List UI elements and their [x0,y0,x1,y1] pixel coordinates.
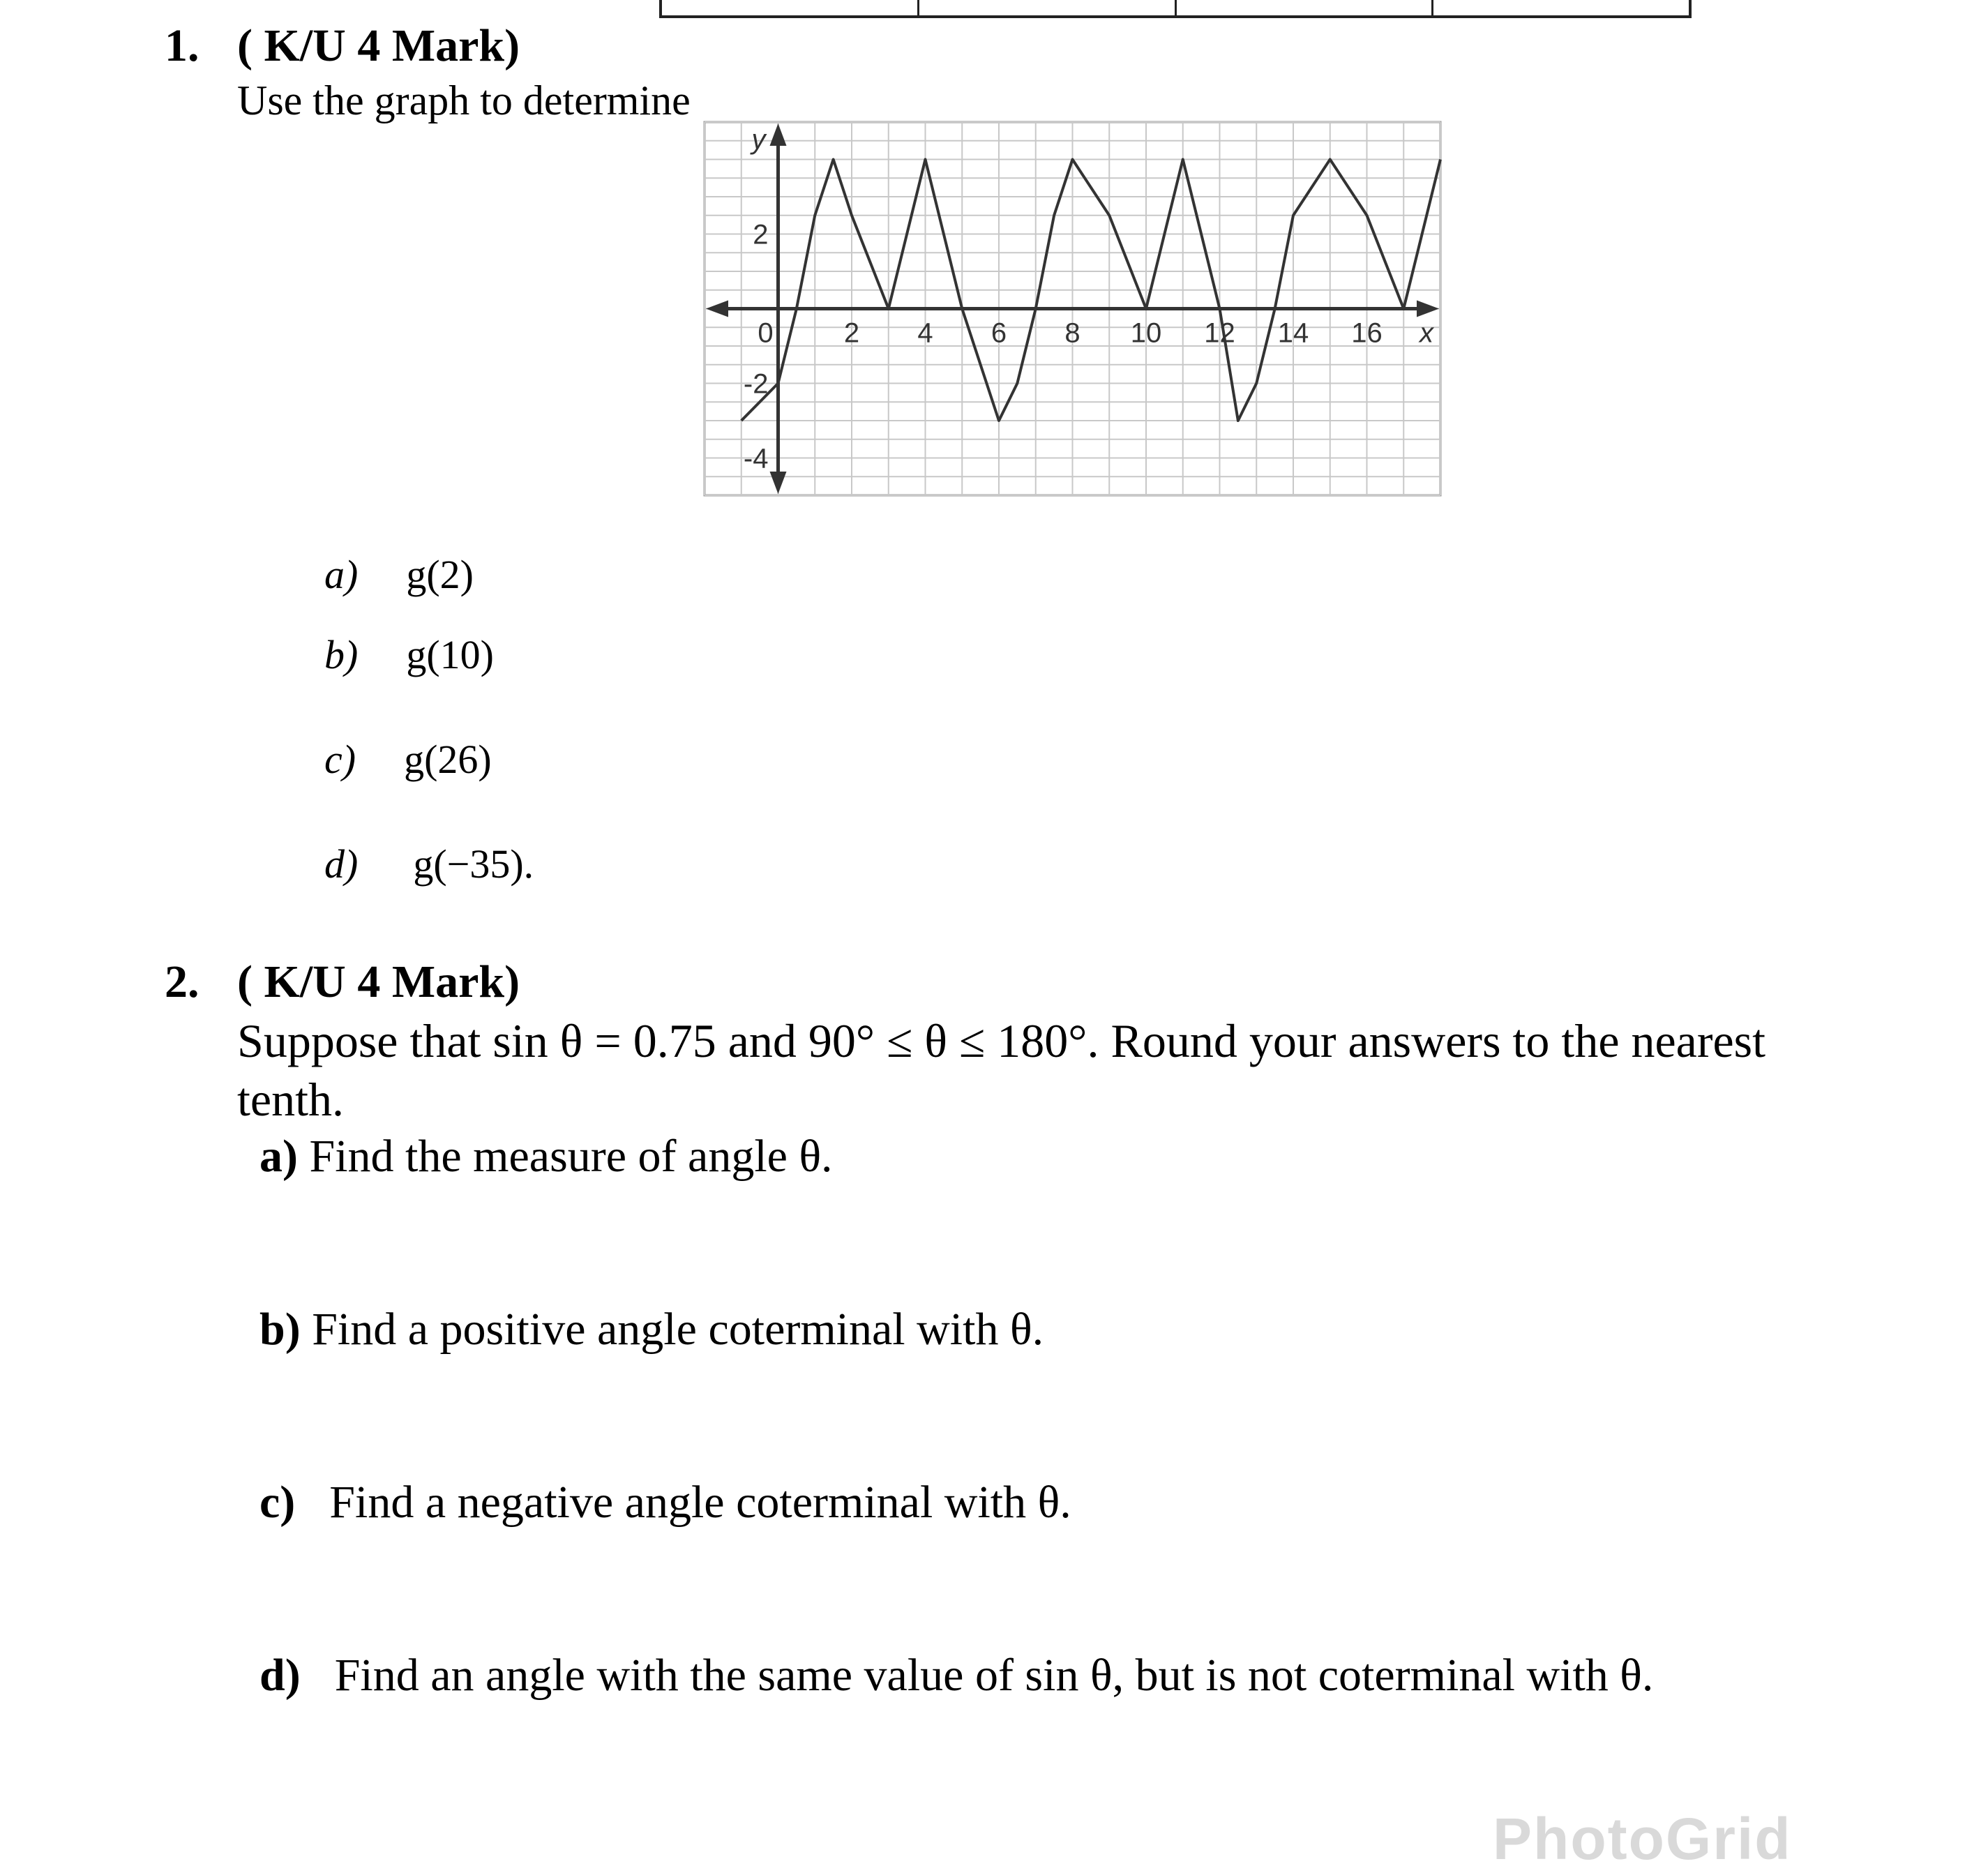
x-tick-label: 6 [991,317,1007,349]
q2-part-c [259,1476,1071,1529]
q1-part-b [324,631,494,678]
q2-part-b [259,1303,1044,1356]
question-2-text-line1: Suppose that sin θ = 0.75 and 90° ≤ θ ≤ 180°. Round your answers to the nearest [237,1014,1766,1067]
q1-part-b-label: b) [324,632,359,677]
x-tick-label: 14 [1277,317,1309,349]
q2-part-d-text: Find an angle with the same value of sin θ, but is not coterminal with θ. [334,1650,1654,1701]
x-tick-label: 4 [917,317,933,349]
y-tick-label: 2 [753,219,769,250]
marks-cell [919,0,1177,15]
q1-part-c-label: c) [324,737,356,782]
question-2-number: 2. [165,956,199,1007]
q2-part-c-label: c) [259,1477,296,1528]
question-2-text-line2: tenth. [237,1073,344,1126]
q2-part-a [259,1130,833,1183]
q2-part-a-text: Find the measure of angle θ. [309,1131,833,1182]
marks-cell [662,0,919,15]
marks-cell [1177,0,1434,15]
q1-part-a-label: a) [324,552,359,597]
x-tick-label: 10 [1130,317,1162,349]
y-tick-label: -4 [743,443,769,474]
x-axis-label: x [1420,317,1433,349]
question-2-heading: ( K/U 4 Mark) [237,956,520,1007]
q2-part-b-label: b) [259,1304,301,1355]
q1-part-d-label: d) [324,841,359,887]
question-1-heading: ( K/U 4 Mark) [237,20,520,71]
question-1-prompt: Use the graph to determine [237,77,691,123]
q2-part-a-label: a) [259,1131,298,1182]
q1-part-c [324,736,492,783]
x-tick-label: 2 [843,317,860,349]
x-tick-label: 0 [758,317,774,349]
x-tick-label: 16 [1351,317,1383,349]
q1-part-d-expr: g(−35). [413,841,534,887]
question-1-number: 1. [165,20,199,71]
q1-part-a [324,551,474,598]
marks-table-top [659,0,1692,18]
marks-cell [1433,0,1689,15]
q1-part-c-expr: g(26) [404,737,492,782]
function-graph [701,119,1444,499]
q1-part-b-expr: g(10) [406,632,494,677]
q1-part-a-expr: g(2) [406,552,474,597]
x-tick-label: 8 [1064,317,1080,349]
x-tick-label: 12 [1204,317,1235,349]
photogrid-watermark: PhotoGrid [1493,1806,1792,1872]
y-axis-label: y [751,124,766,155]
q2-part-b-text: Find a positive angle coterminal with θ. [312,1304,1044,1355]
y-tick-label: -2 [743,368,769,400]
q2-part-d-label: d) [259,1650,301,1701]
q2-part-d [259,1649,1653,1702]
q2-part-c-text: Find a negative angle coterminal with θ. [329,1477,1071,1528]
q1-part-d [324,841,534,887]
